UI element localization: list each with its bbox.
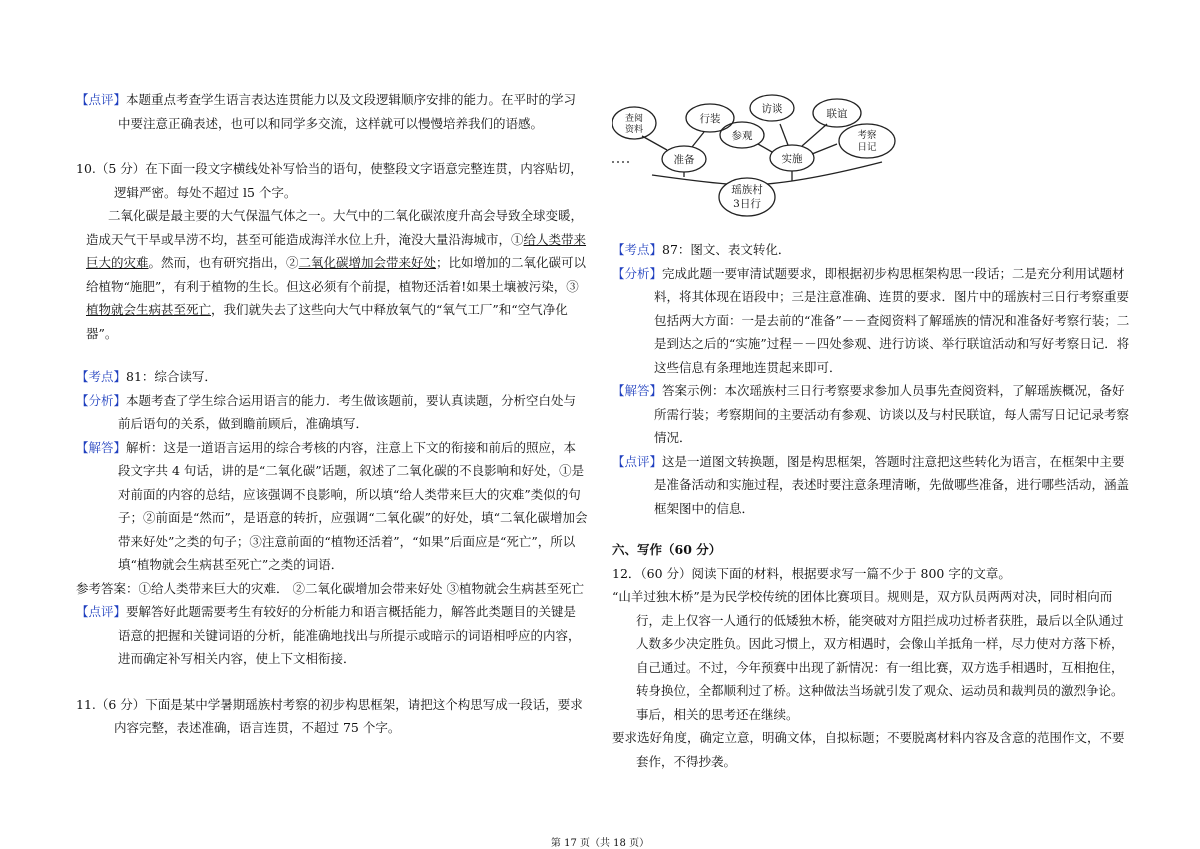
answer-blank-3: 植物就会生病甚至死亡 (86, 302, 212, 317)
right-column (612, 92, 1130, 773)
kaodian-paragraph: 【考点】81：综合读写． (76, 369, 217, 384)
analysis-paragraph: 【分析】本题考查了学生综合运用语言的能力．考生做该题前，要认真读题，分析空白处与前后语句的关系，做到瞻前顾后，准确填写． (76, 392, 577, 431)
diagram-consult-line2: 资料 (624, 125, 644, 135)
review-tag: 【点评】 (76, 604, 127, 619)
review-paragraph: 【点评】要解答好此题需要考生有较好的分析能力和语言概括能力，解答此类题目的关键是语意的把握和关键词语的分析，能准确地找出与所提示或暗示的词语相呼应的内容，进而确定补写相关内容，使上下文相衔接． (76, 604, 581, 666)
answer-blank-1: 给人类带来巨大的灾难 (86, 231, 587, 270)
diagram-diary-line1: 考察 (857, 130, 877, 141)
question-12-material: “山羊过独木桥”是为民学校传统的团体比赛项目。规则是，双方队员两两对决，同时相向而行，走上仅容一人通行的低矮独木桥，能突破对方阻拦成功过桥者获胜，最后以全队通过人数多少决定胜负。因此习惯上，双方相遇时，会像山羊抵角一样，尽力使对方落下桥，自己通过。不过，今年预赛中出现了新情况：有一组比赛，双方选手相遇时，互相抱住，转身换位，全都顺利过了桥。这种做法当场就引发了观众、运动员和裁判员的激烈争论。事后，相关的思考还在继续。 (612, 589, 1124, 722)
solution-tag: 【解答】 (76, 439, 127, 455)
diagram-interview-label: 访谈 (761, 103, 783, 115)
question-12-stem: 12．（60 分）阅读下面的材料，根据要求写一篇不少于 800 字的文章。 (612, 565, 1011, 581)
solution-tag: 【解答】 (612, 383, 663, 398)
analysis-paragraph: 【分析】完成此题一要审清试题要求，即根据初步构思框架构思一段话；二是充分利用试题材料，将其体现在语段中；三是注意准确、连贯的要求．图片中的瑶族村三日行考察重要包括两大方面：一是去前的“准备”－－查阅资料了解瑶族的情况和准备好考察行装；二是到达之后的“实施”过程－－四处参观、进行访谈、举行联谊活动和写好考察日记．将这些信息有条理地连贯起来即可． (612, 265, 1130, 375)
diagram-root-line2: 3日行 (733, 198, 761, 210)
kaodian-tag: 【考点】 (76, 369, 127, 384)
question-12-requirements: 要求选好角度，确定立意，明确文体，自拟标题；不要脱离材料内容及含意的范围作文，不要套作，不得抄袭。 (612, 730, 1125, 769)
reference-answer: 参考答案：①给人类带来巨大的灾难． ②二氧化碳增加会带来好处 ③植物就会生病甚至死亡 (76, 580, 584, 596)
concept-diagram (612, 92, 912, 220)
kaodian-tag: 【考点】 (612, 242, 663, 257)
comment-tag: 【点评】 (76, 92, 127, 107)
diagram-consult-line1: 查阅 (624, 114, 644, 124)
answer-blank-2: 二氧化碳增加会带来好处 (298, 255, 437, 270)
comment-paragraph: 【点评】本题重点考查学生语言表达连贯能力以及文段逻辑顺序安排的能力。在平时的学习中要注意正确表述，也可以和同学多交流，这样就可以慢慢培养我们的语感。 (76, 92, 577, 131)
left-column (76, 88, 588, 740)
diagram-visit-label: 参观 (731, 130, 753, 142)
review-paragraph: 【点评】这是一道图文转换题，图是构思框架，答题时注意把这些转化为语言，在框架中主要是准备活动和实施过程，表述时要注意条理清晰，先做哪些准备，进行哪些活动，涵盖框架图中的信息． (612, 453, 1130, 516)
diagram-diary-line2: 日记 (857, 142, 877, 153)
analysis-tag: 【分析】 (76, 392, 127, 408)
page-footer: 第 17 页（共 18 页） (550, 838, 650, 849)
question-10-passage: 二氧化碳是最主要的大气保温气体之一。大气中的二氧化碳浓度升高会导致全球变暖，造成天气干旱或旱涝不均，甚至可能造成海洋水位上升，淹没大量沿海城市，①给人类带来巨大的灾难。然而，也有研究指出，②二氧化碳增加会带来好处；比如增加的二氧化碳可以给植物“施肥”，有利于植物的生长。但这必须有个前提，植物还活着!如果土壤被污染，③植物就会生病甚至死亡，我们就失去了这些向大气中释放氧气的“氧气工厂”和“空气净化器”。 (86, 208, 587, 341)
diagram-prepare-label: 准备 (673, 154, 695, 166)
diagram-pack-label: 行装 (699, 113, 721, 125)
solution-paragraph: 【解答】答案示例：本次瑶族村三日行考察要求参加人员事先查阅资料，了解瑶族概况，备好所需行装；考察期间的主要活动有参观、访谈以及与村民联谊，每人需写日记记录考察情况． (612, 383, 1130, 445)
question-11-stem: 11.（6 分）下面是某中学暑期瑶族村考察的初步构思框架，请把这个构思写成一段话，要求内容完整，表述准确，语言连贯，不超过 75 个字。 (76, 696, 583, 735)
diagram-implement-label: 实施 (781, 153, 803, 165)
analysis-tag: 【分析】 (612, 265, 663, 281)
diagram-root-line1: 瑶族村 (731, 184, 763, 196)
review-tag: 【点评】 (612, 453, 663, 469)
solution-paragraph: 【解答】解析：这是一道语言运用的综合考核的内容，注意上下文的衔接和前后的照应，本段文字共 4 句话，讲的是“二氧化碳”话题，叙述了二氧化碳的不良影响和好处，①是对前面的内容的总结，应该强调不良影响，所以填“给人类带来巨大的灾难”类似的句子；②前面是“然而”，是语意的转折，应强调“二氧化碳”的好处，填“二氧化碳增加会带来好处”之类的句子；③注意前面的“植物还活着”，“如果”后面应是“死亡”，所以填“植物就会生病甚至死亡”之类的词语． (76, 439, 588, 572)
question-10-stem: 10.（5 分）在下面一段文字横线处补写恰当的语句，使整段文字语意完整连贯，内容贴切，逻辑严密。每处不超过 l5 个字。 (76, 161, 583, 200)
kaodian-paragraph: 【考点】87：图文、表文转化． (612, 242, 791, 257)
section-title: 六、写作（60 分） (612, 542, 722, 557)
diagram-fellowship-label: 联谊 (826, 108, 848, 120)
